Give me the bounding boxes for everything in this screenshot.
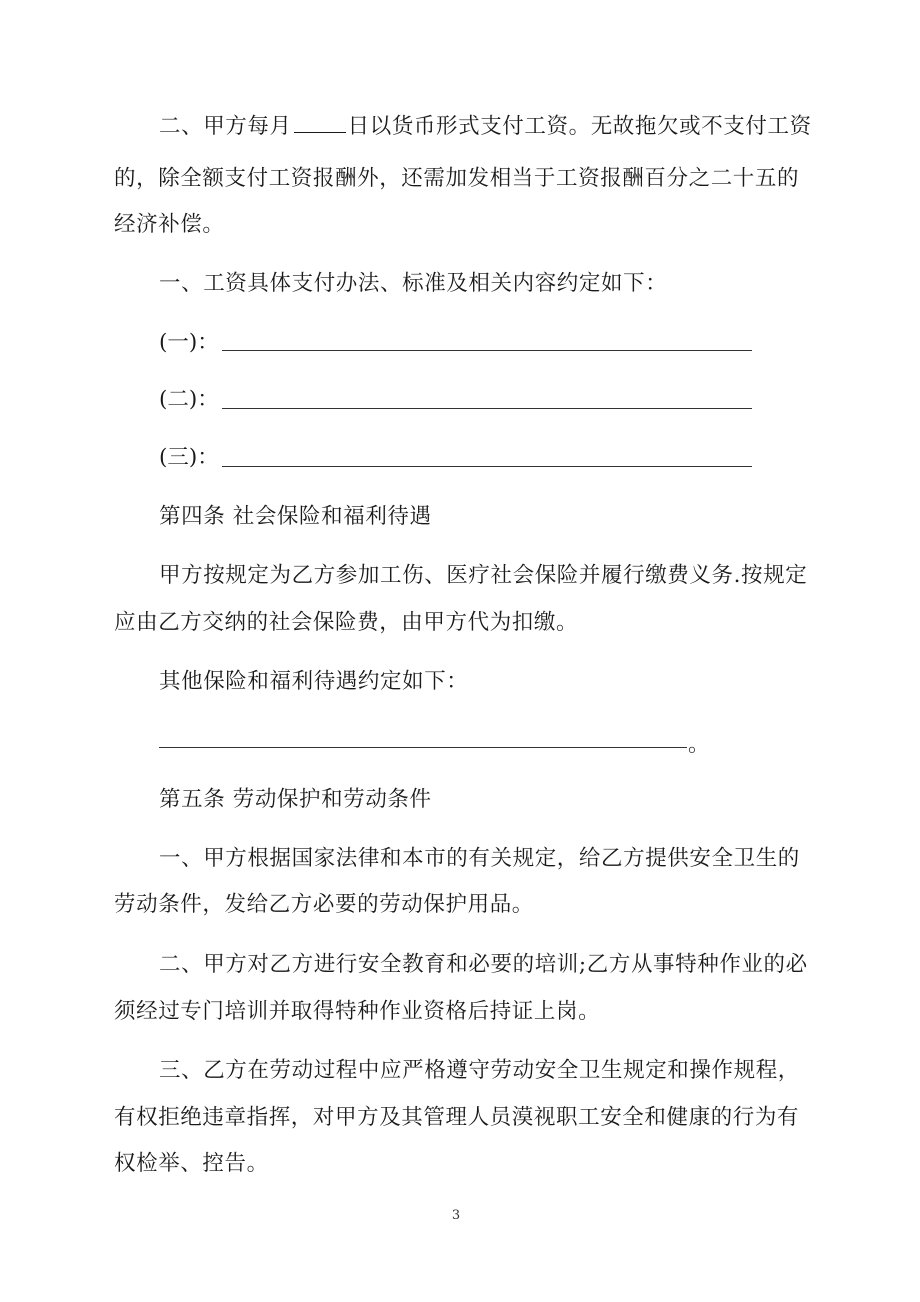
wage-clause-2-line-2: 的，除全额支付工资报酬外，还需加发相当于工资报酬百分之二十五的 (114, 166, 800, 191)
article-5-item-3-line-1: 三、乙方在劳动过程中应严格遵守劳动安全卫生规定和操作规程， (159, 1058, 800, 1083)
wage-clause-2-line-1 (159, 112, 859, 141)
wage-clause-2-text-a: 二、甲方每月 (159, 114, 292, 139)
article-4-para-2: 其他保险和福利待遇约定如下： (159, 669, 469, 694)
article-4-para-1-line-1: 甲方按规定为乙方参加工伤、医疗社会保险并履行缴费义务.按规定 (159, 563, 808, 588)
pay-day-blank (294, 112, 346, 133)
article-5-item-1-line-1: 一、甲方根据国家法律和本市的有关规定，给乙方提供安全卫生的 (159, 846, 800, 871)
article-5-item-3-line-2: 有权拒绝违章指挥，对甲方及其管理人员漠视职工安全和健康的行为有 (114, 1105, 800, 1130)
fill-item-1-label: (一)： (159, 330, 219, 355)
other-benefits-blank-line (159, 747, 687, 748)
wage-clause-2-line-3: 经济补偿。 (114, 212, 225, 237)
article-5-item-3-line-3: 权检举、控告。 (114, 1151, 269, 1176)
article-4-para-1-line-2: 应由乙方交纳的社会保险费，由甲方代为扣缴。 (114, 610, 579, 635)
page-number: 3 (451, 1208, 461, 1223)
fill-item-1-line (222, 350, 752, 351)
article-4-heading: 第四条 社会保险和福利待遇 (159, 504, 432, 529)
article-5-item-2-line-1: 二、甲方对乙方进行安全教育和必要的培训;乙方从事特种作业的必 (159, 952, 808, 977)
wage-clause-1: 一、工资具体支付办法、标准及相关内容约定如下： (159, 271, 668, 296)
other-benefits-period: 。 (688, 732, 710, 757)
fill-item-3-label: (三)： (159, 445, 219, 470)
article-5-item-1-line-2: 劳动条件，发给乙方必要的劳动保护用品。 (114, 892, 534, 917)
wage-clause-2-text-b: 日以货币形式支付工资。无故拖欠或不支付工资 (347, 114, 812, 139)
fill-item-3-line (222, 466, 752, 467)
fill-item-2-label: (二)： (159, 387, 219, 412)
fill-item-2-line (222, 408, 752, 409)
article-5-item-2-line-2: 须经过专门培训并取得特种作业资格后持证上岗。 (114, 999, 601, 1024)
article-5-heading: 第五条 劳动保护和劳动条件 (159, 787, 432, 812)
